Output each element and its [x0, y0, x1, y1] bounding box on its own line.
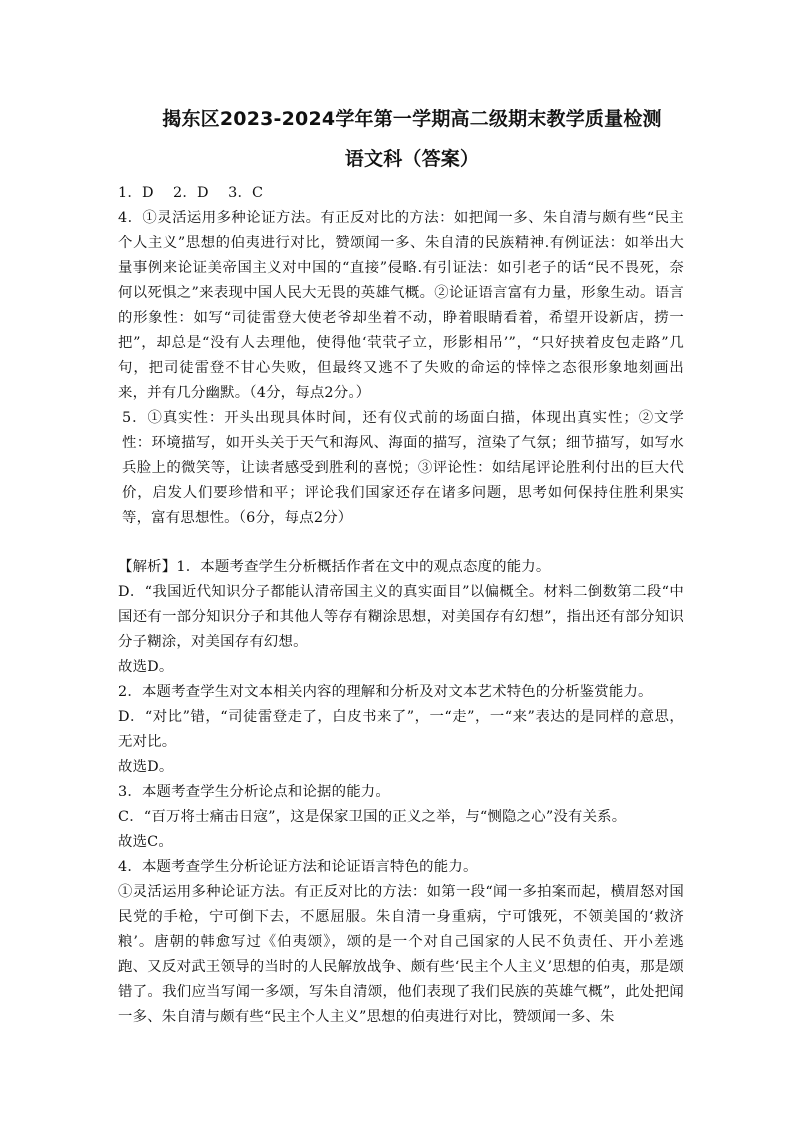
analysis-heading-1: 【解析】1．本题考查学生分析概括作者在文中的观点态度的能力。	[118, 559, 551, 575]
analysis-1-detail: D．“我国近代知识分子都能认清帝国主义的真实面目”以偏概全。材料二倒数第二段“中国还有一部分知识分子和其他人等存有糊涂思想，对美国存有幻想”，指出还有部分知识分子糊涂，对美国存有幻想。	[118, 584, 684, 650]
analysis-2-detail: D．“对比”错，“司徒雷登走了，白皮书来了”，一“走”，一“来”表达的是同样的意思，无对比。	[118, 709, 684, 750]
document-subtitle: 语文科（答案）	[344, 148, 480, 170]
analysis-4-detail: ①灵活运用多种论证方法。有正反对比的方法：如第一段“闻一多拍案而起，横眉怒对国民党的手枪，宁可倒下去，不愿屈服。朱自清一身重病，宁可饿死，不领美国的‘救济粮’。唐朝的韩愈写过《伯夷颂》，颂的是一个对自己国家的人民不负责任、开小差逃跑、又反对武王领导的当时的人民解放战争、颇有些‘民主个人主义’思想的伯夷，那是颂错了。我们应当写闻一多颂，写朱自清颂，他们表现了我们民族的英雄气概”，此处把闻一多、朱自清与颇有些“民主个人主义”思想的伯夷进行对比，赞颂闻一多、朱	[118, 884, 684, 1025]
document-body	[118, 181, 684, 1030]
analysis-heading-2: 2．本题考查学生对文本相关内容的理解和分析及对文本艺术特色的分析鉴赏能力。	[118, 684, 653, 700]
analysis-3-detail: C．“百万将士痛击日寇”，这是保家卫国的正义之举，与“恻隐之心”没有关系。	[118, 809, 627, 825]
analysis-heading-4: 4．本题考查学生分析论证方法和论证语言特色的能力。	[118, 859, 478, 875]
analysis-heading-3: 3．本题考查学生分析论点和论据的能力。	[118, 784, 390, 800]
document-title: 揭东区2023-2024学年第一学期高二级期末教学质量检测	[162, 108, 662, 130]
section-gap	[118, 531, 684, 555]
answer-4: 4．①灵活运用多种论证方法。有正反对比的方法：如把闻一多、朱自清与颇有些“民主个人主义”思想的伯夷进行对比，赞颂闻一多、朱自清的民族精神.有例证法：如举出大量事例来论证美帝国主义对中国的“直接”侵略.有引证法：如引老子的话“民不畏死，奈何以死惧之”来表现中国人民大无畏的英雄气概。②论证语言富有力量，形象生动。语言的形象性：如写“司徒雷登大使老爷却坐着不动，睁着眼睛看着，希望开设新店，捞一把”，却总是“没有人去理他，使得他‘茕茕孑立，形影相吊’”，“只好挟着皮包走路”几句，把司徒雷登不甘心失败，但最终又逃不了失败的命运的悻悻之态很形象地刻画出来，并有几分幽默。（4分，每点2分。）	[118, 210, 684, 401]
analysis-1-choice: 故选D。	[118, 659, 174, 675]
analysis-3-choice: 故选C。	[118, 834, 173, 850]
answer-line-1-3: 1．D 2．D 3．C	[118, 185, 264, 201]
answer-5: 5．①真实性：开头出现具体时间，还有仪式前的场面白描，体现出真实性；②文学性：环境描写，如开头关于天气和海风、海面的描写，渲染了气氛；细节描写，如写水兵脸上的微笑等，让读者感受到胜利的喜悦；③评论性：如结尾评论胜利付出的巨大代价，启发人们要珍惜和平；评论我们国家还存在诸多问题，思考如何保持住胜利果实等，富有思想性。（6分，每点2分）	[122, 410, 684, 526]
analysis-2-choice: 故选D。	[118, 759, 174, 775]
